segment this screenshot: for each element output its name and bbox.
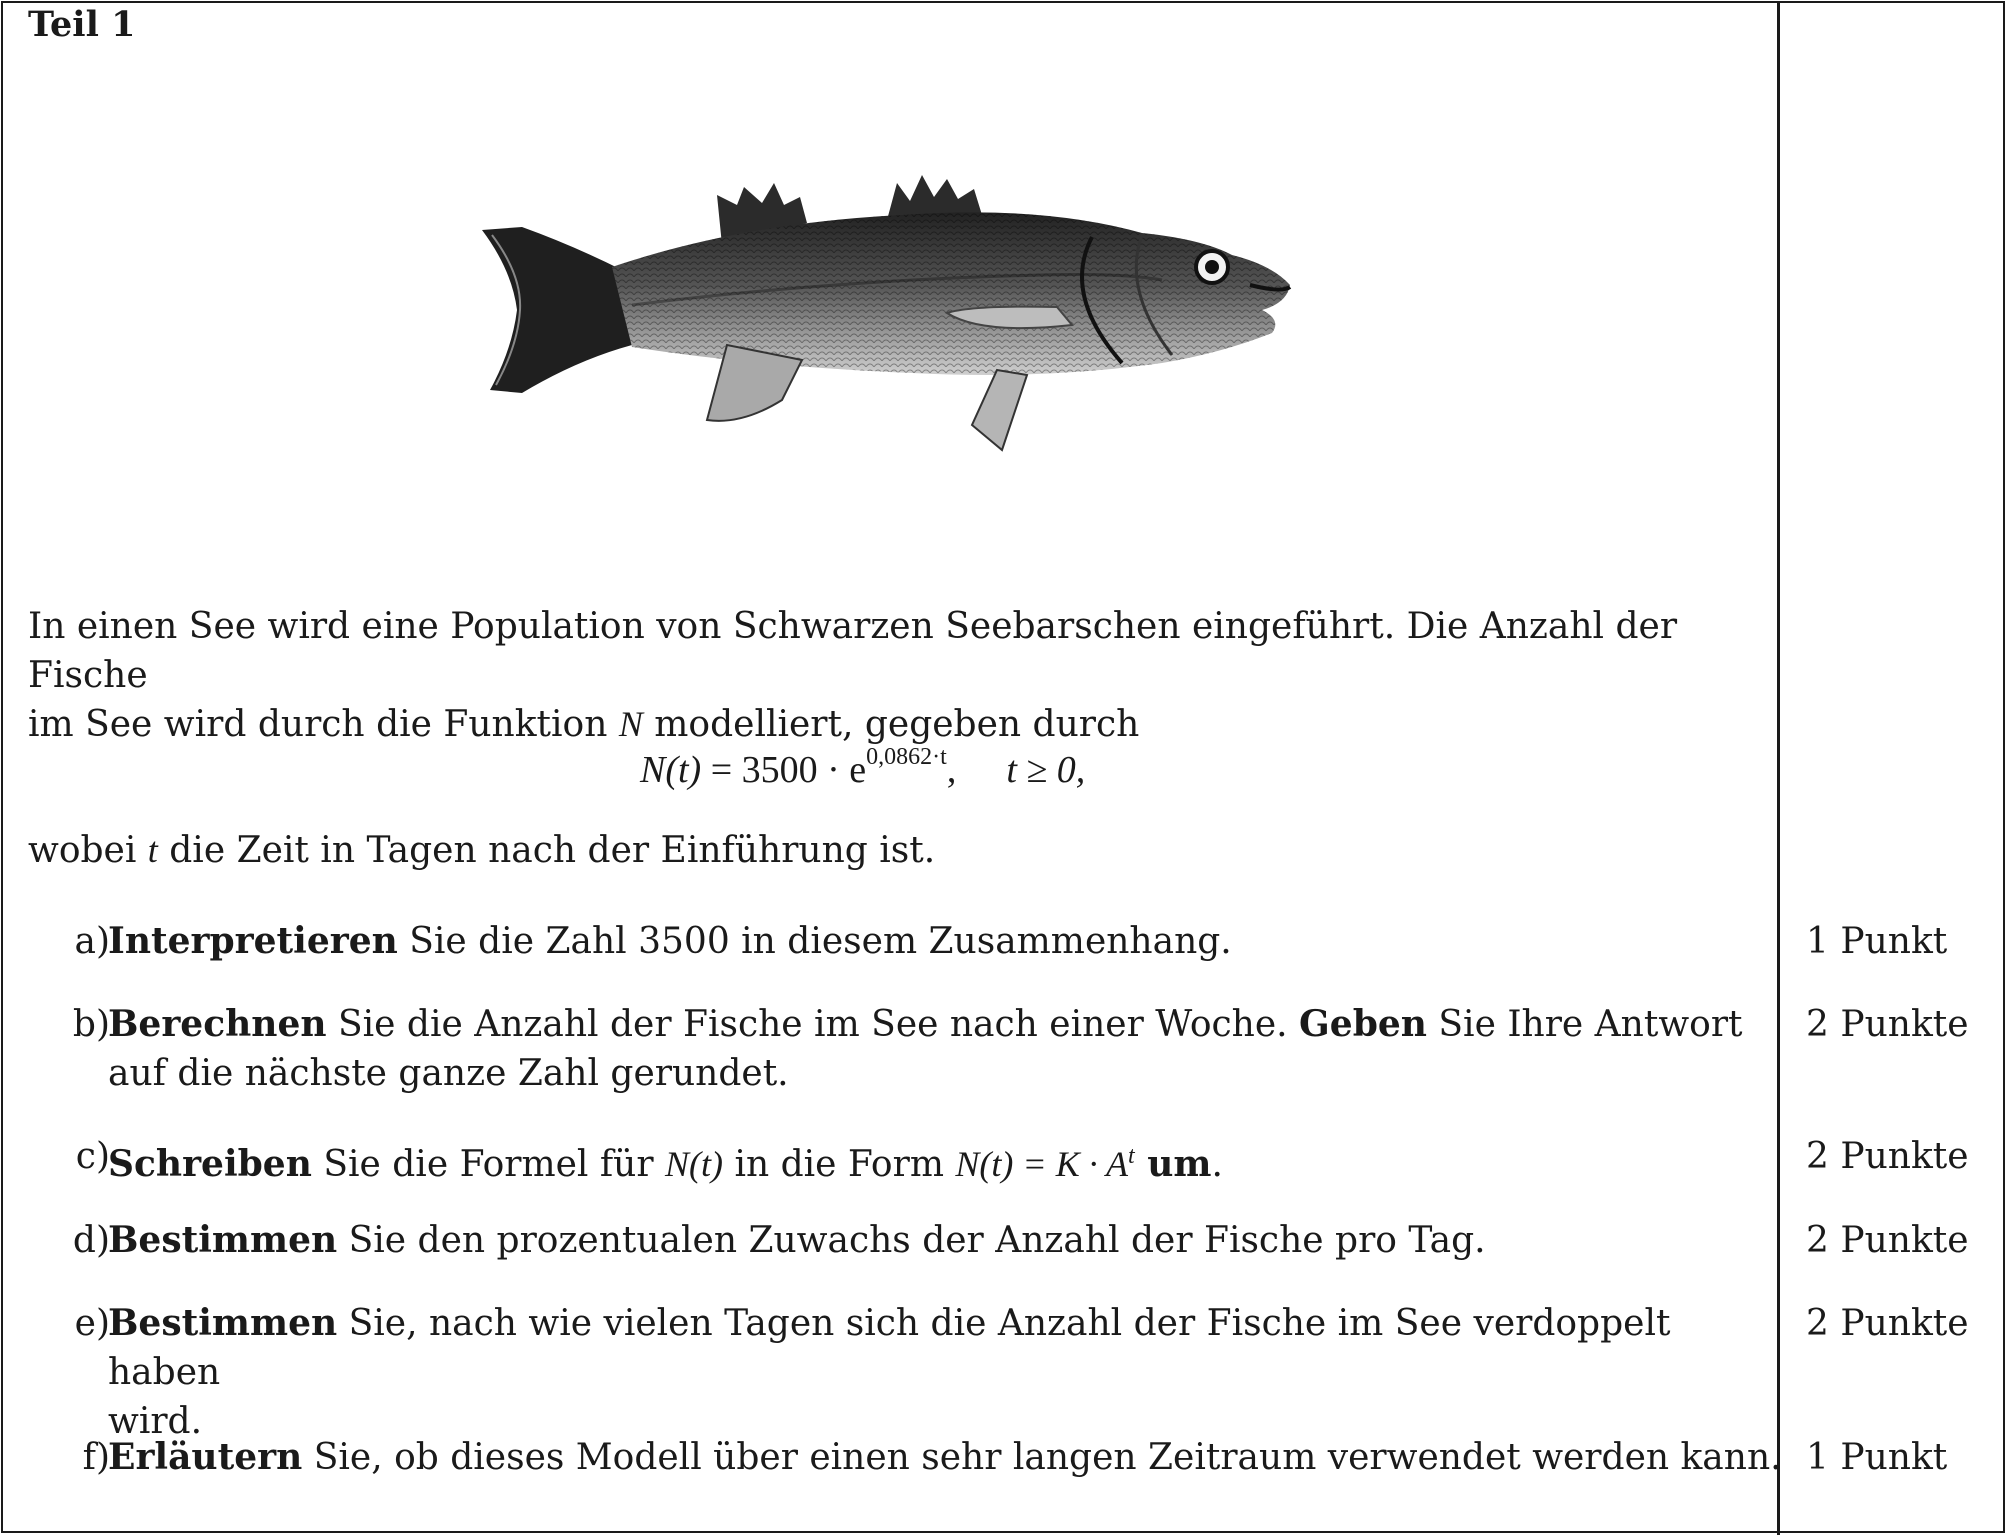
formula-exponent: 0,0862·t xyxy=(866,744,947,771)
var-t: t xyxy=(147,830,158,870)
intro-line-2: im See wird durch die Funktion N modelliert, gegeben durch xyxy=(28,704,1140,745)
task-text: Bestimmen Sie, nach wie vielen Tagen sich die Anzahl der Fische im See verdoppelt haben wird. xyxy=(108,1302,1671,1442)
after-formula-text: wobei t die Zeit in Tagen nach der Einführung ist. xyxy=(28,830,936,871)
formula-lhs: N(t) xyxy=(640,749,702,791)
task-f-points: 1 Punkt xyxy=(1806,1437,1948,1478)
formula-condition: t ≥ 0, xyxy=(1006,749,1086,791)
task-letter: c) xyxy=(75,1136,110,1177)
var-n: N xyxy=(618,704,643,744)
task-text: Schreiben Sie die Formel für N(t) in die Form $N(t) = K \cdot A^t$ um. xyxy=(108,1143,1223,1185)
task-text: Erläutern Sie, ob dieses Modell über einen sehr langen Zeitraum verwendet werden kann. xyxy=(108,1436,1782,1478)
task-text: Bestimmen Sie den prozentualen Zuwachs der Anzahl der Fische pro Tag. xyxy=(108,1219,1486,1261)
intro-line-1: In einen See wird eine Population von Schwarzen Seebarschen eingeführt. Die Anzahl der Fische xyxy=(28,606,1678,696)
task-text: Berechnen Sie die Anzahl der Fische im See nach einer Woche. Geben Sie Ihre Antwort auf die nächste ganze Zahl gerundet. xyxy=(108,1003,1743,1094)
section-title: Teil 1 xyxy=(28,4,136,45)
task-c-points: 2 Punkte xyxy=(1806,1136,1969,1177)
task-letter: b) xyxy=(72,1004,110,1045)
fish-illustration xyxy=(482,175,1292,470)
formula-eq: = 3500 · e xyxy=(701,749,867,791)
task-a-points: 1 Punkt xyxy=(1806,921,1948,962)
intro-paragraph xyxy=(28,602,1768,749)
task-text: Interpretieren Sie die Zahl 3500 in diesem Zusammenhang. xyxy=(108,920,1232,962)
task-letter: f) xyxy=(82,1437,110,1478)
task-letter: e) xyxy=(74,1303,110,1344)
formula xyxy=(640,744,1086,792)
formula-tail: , xyxy=(946,749,957,791)
task-b-points: 2 Punkte xyxy=(1806,1004,1969,1045)
task-letter: d) xyxy=(72,1220,110,1261)
task-e-points: 2 Punkte xyxy=(1806,1303,1969,1344)
task-letter: a) xyxy=(74,921,110,962)
task-d-points: 2 Punkte xyxy=(1806,1220,1969,1261)
